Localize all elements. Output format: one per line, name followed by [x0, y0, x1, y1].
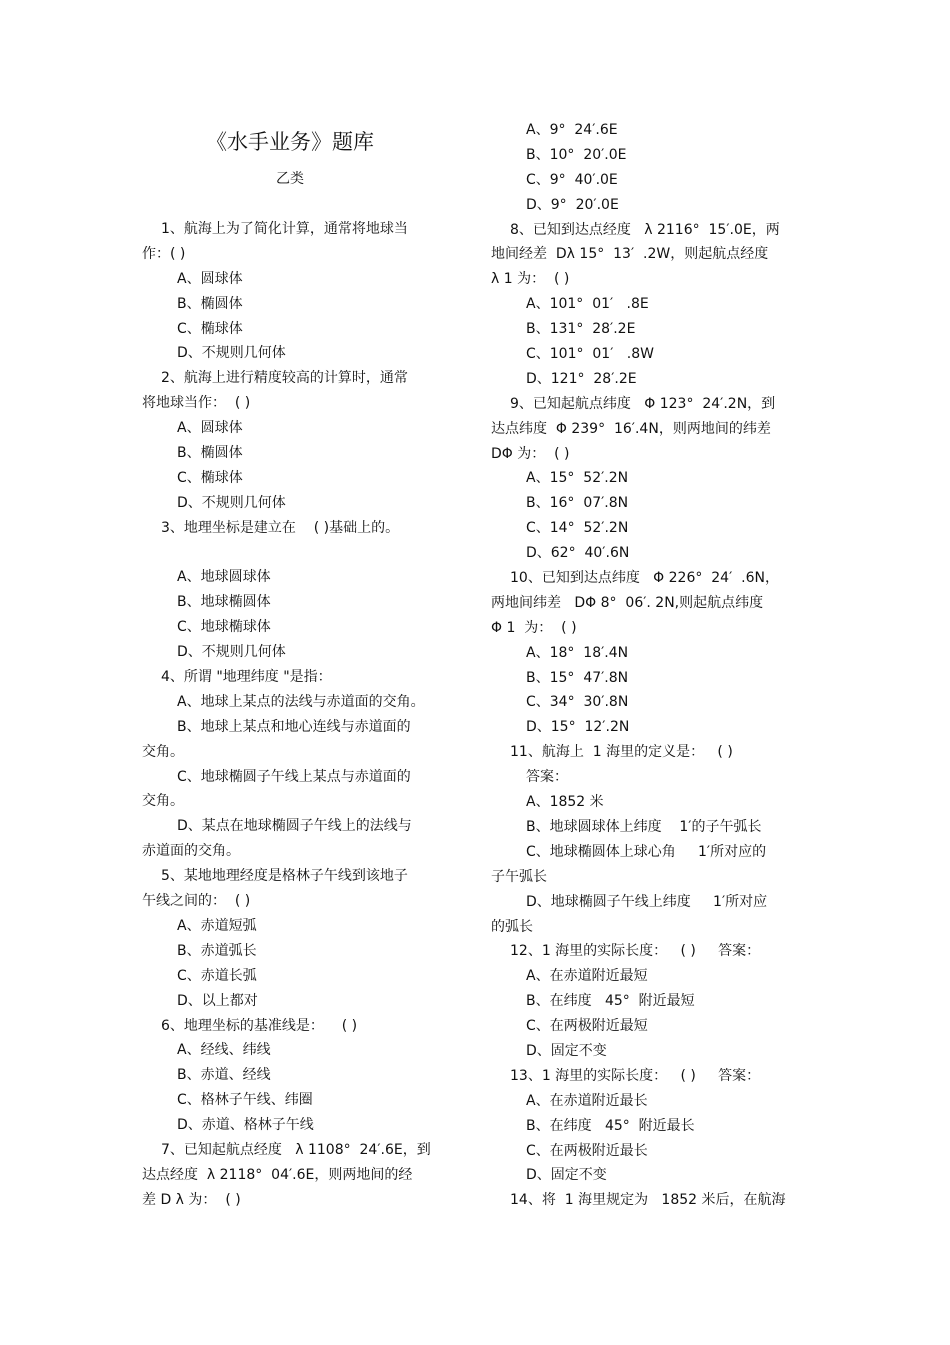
option-line: B、地球椭圆体: [177, 594, 271, 611]
blank-line: [142, 541, 464, 566]
option-line: B、16° 07′.8N: [526, 495, 629, 512]
document-title: 《水手业务》题库: [206, 130, 374, 154]
option-line: D、以上都对: [177, 992, 258, 1009]
continuation-line: 交角。: [142, 743, 184, 760]
option-line: B、椭圆体: [177, 295, 243, 312]
continuation-line: 赤道面的交角。: [142, 843, 240, 860]
option-line: C、格林子午线、纬圈: [177, 1092, 313, 1109]
question-line: 14、将 1 海里规定为 1852 米后，在航海: [510, 1192, 786, 1209]
option-line: A、9° 24′.6E: [526, 122, 618, 138]
option-line: A、圆球体: [177, 420, 243, 437]
option-line: D、不规则几何体: [177, 345, 286, 362]
option-line: C、9° 40′.0E: [526, 171, 618, 188]
option-line: A、经线、纬线: [177, 1042, 271, 1059]
option-line: B、在纬度 45° 附近最短: [526, 993, 695, 1010]
option-line: D、固定不变: [526, 1167, 607, 1184]
continuation-line: 达点经度 λ 2118° 04′.6E，则两地间的经: [142, 1166, 413, 1183]
option-line: B、10° 20′.0E: [526, 146, 627, 163]
option-line: C、地球椭圆体上球心角 1′所对应的: [526, 843, 767, 860]
right-column: [491, 118, 813, 1213]
option-line: C、101° 01′ .8W: [526, 346, 654, 363]
continuation-line: 地间经差 Dλ 15° 13′ .2W，则起航点经度: [491, 246, 769, 263]
continuation-line: 达点纬度 Φ 239° 16′.4N，则两地间的纬差: [491, 420, 771, 437]
option-line: C、地球椭球体: [177, 619, 271, 636]
left-column: [142, 217, 464, 1213]
option-line: A、赤道短弧: [177, 917, 257, 934]
question-line: 11、航海上 1 海里的定义是： ( ): [510, 744, 733, 761]
option-line: B、地球上某点和地心连线与赤道面的: [177, 718, 411, 735]
option-line: C、椭球体: [177, 469, 243, 486]
option-line: D、不规则几何体: [177, 494, 286, 511]
option-line: A、101° 01′ .8E: [526, 296, 649, 313]
continuation-line: DΦ 为： ( ): [491, 445, 570, 462]
question-line: 1、航海上为了简化计算，通常将地球当: [161, 221, 408, 237]
option-line: C、在两极附近最长: [526, 1142, 648, 1159]
option-line: C、在两极附近最短: [526, 1018, 648, 1035]
option-line: C、椭球体: [177, 320, 243, 337]
question-line: 5、某地地理经度是格林子午线到该地子: [161, 868, 408, 885]
question-line: 6、地理坐标的基准线是： ( ): [161, 1017, 358, 1034]
option-line: D、某点在地球椭圆子午线上的法线与: [177, 818, 412, 835]
option-line: B、椭圆体: [177, 445, 243, 462]
question-line: 8、已知到达点经度 λ 2116° 15′.0E，两: [510, 221, 780, 238]
question-line: 4、所谓 "地理纬度 "是指：: [161, 669, 332, 686]
option-line: A、1852 米: [526, 794, 604, 811]
option-line: A、地球上某点的法线与赤道面的交角。: [177, 693, 425, 710]
continuation-line: 将地球当作： ( ): [142, 395, 251, 412]
option-line: A、18° 18′.4N: [526, 644, 629, 661]
continuation-line: Φ 1 为： ( ): [491, 619, 577, 636]
option-line: D、地球椭圆子午线上纬度 1′所对应: [526, 893, 768, 910]
option-line: D、赤道、格林子午线: [177, 1117, 314, 1134]
question-line: 9、已知起航点纬度 Φ 123° 24′.2N，到: [510, 395, 776, 412]
option-line: B、赤道弧长: [177, 942, 257, 959]
option-line: D、固定不变: [526, 1042, 607, 1059]
option-line: B、131° 28′.2E: [526, 321, 636, 338]
option-line: A、在赤道附近最短: [526, 968, 648, 985]
option-line: D、9° 20′.0E: [526, 196, 619, 213]
question-line: 10、已知到达点纬度 Φ 226° 24′ .6N，: [510, 570, 779, 587]
continuation-line: 子午弧长: [491, 868, 547, 885]
option-line: A、地球圆球体: [177, 569, 271, 586]
option-line: A、圆球体: [177, 270, 243, 287]
option-line: B、地球圆球体上纬度 1′的子午弧长: [526, 818, 762, 835]
continuation-line: 的弧长: [491, 918, 533, 935]
continuation-line: 午线之间的： ( ): [142, 893, 251, 910]
option-line: C、14° 52′.2N: [526, 520, 629, 537]
continuation-line: 作：( ): [142, 245, 186, 262]
option-line: B、赤道、经线: [177, 1067, 271, 1084]
option-line: C、34° 30′.8N: [526, 694, 629, 711]
continuation-line: 差 D λ 为： ( ): [142, 1191, 241, 1208]
option-line: D、121° 28′.2E: [526, 370, 637, 387]
question-line: 2、航海上进行精度较高的计算时，通常: [161, 370, 408, 387]
continuation-line: λ 1 为： ( ): [491, 271, 570, 288]
option-line: B、15° 47′.8N: [526, 669, 629, 686]
document-subtitle: 乙类: [276, 171, 304, 187]
option-line: D、15° 12′.2N: [526, 719, 630, 736]
question-line: 12、1 海里的实际长度： ( ) 答案：: [510, 943, 761, 960]
option-line: 答案：: [526, 769, 568, 786]
option-line: B、在纬度 45° 附近最长: [526, 1117, 695, 1134]
option-line: D、62° 40′.6N: [526, 545, 630, 562]
option-line: A、在赤道附近最长: [526, 1092, 648, 1109]
question-line: 3、地理坐标是建立在 ( )基础上的。: [161, 519, 400, 536]
continuation-line: 两地间纬差 DΦ 8° 06′. 2N,则起航点纬度: [491, 594, 764, 611]
option-line: D、不规则几何体: [177, 644, 286, 661]
option-line: A、15° 52′.2N: [526, 470, 629, 487]
question-line: 7、已知起航点经度 λ 1108° 24′.6E，到: [161, 1141, 431, 1158]
option-line: C、赤道长弧: [177, 967, 257, 984]
question-line: 13、1 海里的实际长度： ( ) 答案：: [510, 1067, 761, 1084]
continuation-line: 交角。: [142, 793, 184, 810]
option-line: C、地球椭圆子午线上某点与赤道面的: [177, 768, 411, 785]
